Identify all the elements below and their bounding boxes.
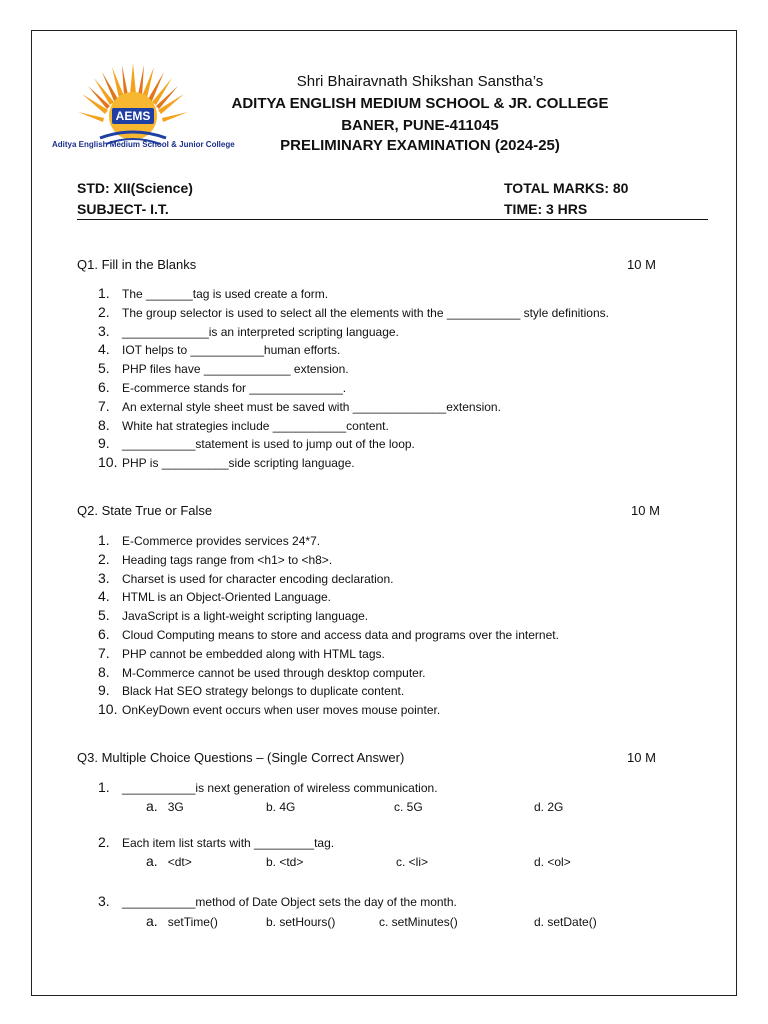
- q1-item-number: 9.: [98, 435, 110, 452]
- q1-item-number: 1.: [98, 285, 110, 301]
- q3-title: Q3. Multiple Choice Questions – (Single Correct Answer): [77, 750, 405, 765]
- trust-name: Shri Bhairavnath Shikshan Sanstha’s: [296, 73, 544, 90]
- school-address: BANER, PUNE-411045: [341, 117, 499, 134]
- q1-item-number: 2.: [98, 303, 110, 320]
- q2-item-1: [98, 532, 320, 548]
- q2-item-text: JavaScript is a light-weight scripting language.: [122, 609, 369, 624]
- q3-question-1: 1. ___________is next generation of wireless communication.: [98, 779, 438, 795]
- q1-title: Q1. Fill in the Blanks: [77, 257, 197, 272]
- q2-item-6: [98, 626, 559, 642]
- q2-item-text: Charset is used for character encoding declaration.: [122, 571, 394, 586]
- q3-q2-option-b: b. <td>: [266, 855, 304, 869]
- q2-item-number: 10.: [98, 701, 118, 718]
- q1-item-8: [98, 417, 389, 433]
- q1-item-5: [98, 360, 349, 376]
- q3-q1-option-d: d. 2G: [534, 800, 564, 814]
- header-divider: [77, 219, 708, 220]
- q2-item-10: [98, 701, 440, 717]
- q2-item-4: [98, 588, 331, 604]
- q1-item-text: IOT helps to ___________human efforts.: [122, 343, 341, 358]
- q3-q3-option-b: b. setHours(): [266, 915, 336, 929]
- q2-item-number: 5.: [98, 607, 110, 624]
- q1-item-text: ___________statement is used to jump out of the loop.: [122, 437, 415, 452]
- q2-item-number: 2.: [98, 550, 110, 567]
- q1-item-text: An external style sheet must be saved with ______________extension.: [122, 399, 501, 414]
- q3-q1-option-a: a. 3G: [146, 798, 184, 814]
- q1-item-text: _____________is an interpreted scripting language.: [122, 324, 399, 339]
- q1-item-10: [98, 454, 355, 470]
- q1-item-9: [98, 435, 415, 451]
- q3-q1-option-c: c. 5G: [394, 800, 423, 814]
- q1-item-6: [98, 379, 346, 395]
- q3-question-2: 2. Each item list starts with _________tag.: [98, 834, 335, 850]
- q1-item-7: [98, 398, 501, 414]
- q2-title: Q2. State True or False: [77, 503, 213, 518]
- q2-item-text: Heading tags range from <h1> to <h8>.: [122, 552, 333, 567]
- q2-item-2: [98, 551, 332, 567]
- q3-q2-option-c: c. <li>: [396, 855, 429, 869]
- q2-item-text: OnKeyDown event occurs when user moves mouse pointer.: [122, 703, 441, 718]
- q2-item-number: 8.: [98, 663, 110, 680]
- q2-item-9: [98, 682, 404, 698]
- q2-item-text: M-Commerce cannot be used through desktop computer.: [122, 665, 426, 680]
- q1-item-text: The group selector is used to select all the elements with the ___________ style definitions.: [122, 305, 609, 320]
- std-label: STD: XII(Science): [77, 180, 193, 196]
- q2-item-3: [98, 570, 393, 586]
- logo-caption: Aditya English Medium School & Junior College: [52, 140, 235, 149]
- q1-item-number: 10.: [98, 454, 118, 471]
- q1-item-text: The _______tag is used create a form.: [122, 287, 329, 301]
- q1-item-text: E-commerce stands for ______________.: [122, 381, 347, 395]
- q1-item-3: [98, 323, 399, 339]
- q1-item-number: 3.: [98, 322, 110, 339]
- q2-item-7: [98, 645, 385, 661]
- q3-q3-option-c: c. setMinutes(): [379, 915, 458, 929]
- q2-item-number: 4.: [98, 588, 110, 605]
- q2-item-text: HTML is an Object-Oriented Language.: [122, 590, 331, 605]
- q1-item-2: [98, 304, 609, 320]
- school-name: ADITYA ENGLISH MEDIUM SCHOOL & JR. COLLEGE: [231, 95, 609, 112]
- q1-marks: 10 M: [627, 257, 656, 272]
- subject-label: SUBJECT- I.T.: [77, 201, 169, 217]
- q2-item-number: 1.: [98, 532, 110, 548]
- q3-q3-option-d: d. setDate(): [534, 915, 597, 929]
- q3-q3-option-a: a. setTime(): [146, 913, 218, 929]
- q2-item-text: Black Hat SEO strategy belongs to duplicate content.: [122, 684, 405, 699]
- q1-item-number: 7.: [98, 397, 110, 414]
- q2-item-text: Cloud Computing means to store and access data and programs over the internet.: [122, 628, 559, 642]
- q2-item-text: PHP cannot be embedded along with HTML tags.: [122, 646, 385, 661]
- q1-item-text: PHP is __________side scripting language.: [122, 456, 355, 471]
- q1-item-number: 5.: [98, 360, 110, 377]
- q3-q1-option-b: b. 4G: [266, 800, 296, 814]
- q1-item-4: [98, 341, 340, 357]
- q3-marks: 10 M: [627, 750, 656, 765]
- q1-item-1: [98, 285, 328, 301]
- q2-item-5: [98, 607, 368, 623]
- q2-item-number: 9.: [98, 682, 110, 699]
- q1-item-number: 6.: [98, 379, 110, 395]
- q1-item-number: 4.: [98, 341, 110, 358]
- q1-item-text: White hat strategies include ___________content.: [122, 418, 389, 433]
- q2-item-8: [98, 664, 426, 680]
- q1-item-text: PHP files have _____________ extension.: [122, 362, 349, 377]
- sun-rays-icon: [78, 63, 188, 140]
- q2-item-number: 7.: [98, 644, 110, 661]
- q2-item-text: E-Commerce provides services 24*7.: [122, 534, 321, 548]
- time-label: TIME: 3 HRS: [504, 201, 588, 217]
- exam-title: PRELIMINARY EXAMINATION (2024-25): [280, 137, 560, 154]
- q3-q2-option-a: a. <dt>: [146, 853, 192, 869]
- q1-item-number: 8.: [98, 416, 110, 433]
- total-marks: TOTAL MARKS: 80: [504, 180, 629, 196]
- q3-question-3: 3. ___________method of Date Object sets the day of the month.: [98, 893, 457, 909]
- q3-q2-option-d: d. <ol>: [534, 855, 571, 869]
- q2-item-number: 6.: [98, 626, 110, 642]
- q2-marks: 10 M: [631, 503, 660, 518]
- logo-text: AEMS: [115, 109, 151, 123]
- q2-item-number: 3.: [98, 569, 110, 586]
